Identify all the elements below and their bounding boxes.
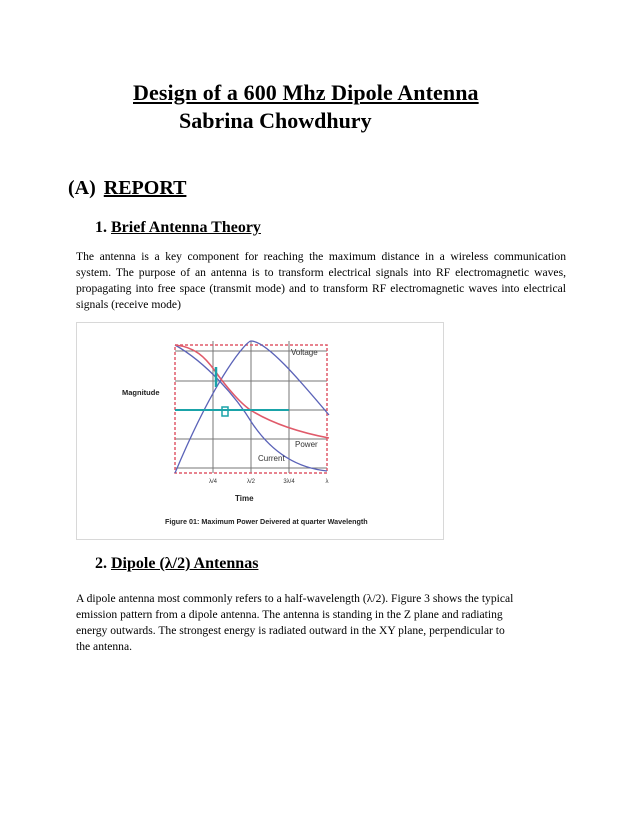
subsection-1-number: 1. — [95, 219, 107, 236]
x-tick-labels — [209, 479, 329, 485]
current-label: Current — [258, 454, 285, 463]
figure-01 — [76, 322, 444, 540]
x-tick-label: λ/2 — [246, 479, 256, 485]
figure-01-plot — [77, 323, 443, 539]
x-tick-label: 3λ/4 — [283, 479, 295, 485]
subsection-2-paragraph: A dipole antenna most commonly refers to a half-wavelength (λ/2). Figure 3 shows the typical emission pattern from a dipole antenna. The antenna is standing in the Z plane and radiating energy outwards. The strongest energy is radiated outward in the XY plane, perpendicular to the antenna. — [76, 592, 514, 653]
subsection-2-title: Dipole (λ/2) Antennas — [111, 555, 259, 572]
subsection-2-heading — [95, 555, 258, 573]
subsection-2-number: 2. — [95, 555, 107, 572]
section-a-heading — [68, 177, 186, 200]
voltage-label: Voltage — [291, 348, 318, 357]
mid-marker-box — [222, 407, 228, 416]
figure-caption: Figure 01: Maximum Power Deivered at quarter Wavelength — [165, 517, 368, 526]
document-title: Design of a 600 Mhz Dipole Antenna — [133, 80, 479, 105]
section-a-number: (A) — [68, 177, 96, 199]
power-label: Power — [295, 440, 318, 449]
y-axis-label: Magnitude — [122, 388, 160, 397]
x-tick-label: λ — [325, 479, 329, 485]
x-axis-label: Time — [235, 494, 254, 503]
document-author: Sabrina Chowdhury — [179, 108, 372, 133]
section-a-title: REPORT — [103, 177, 187, 199]
subsection-1-title: Brief Antenna Theory — [111, 219, 261, 236]
x-tick-label: λ/4 — [208, 479, 218, 485]
subsection-1-paragraph: The antenna is a key component for reaching the maximum distance in a wireless communication system. The purpose of an antenna is to transform electrical signals into RF electromagnetic waves, propagating into free space (transmit mode) and to transform RF electromagnetic waves into electrical signals (receive mode) — [76, 250, 566, 311]
subsection-1-heading — [95, 219, 261, 237]
